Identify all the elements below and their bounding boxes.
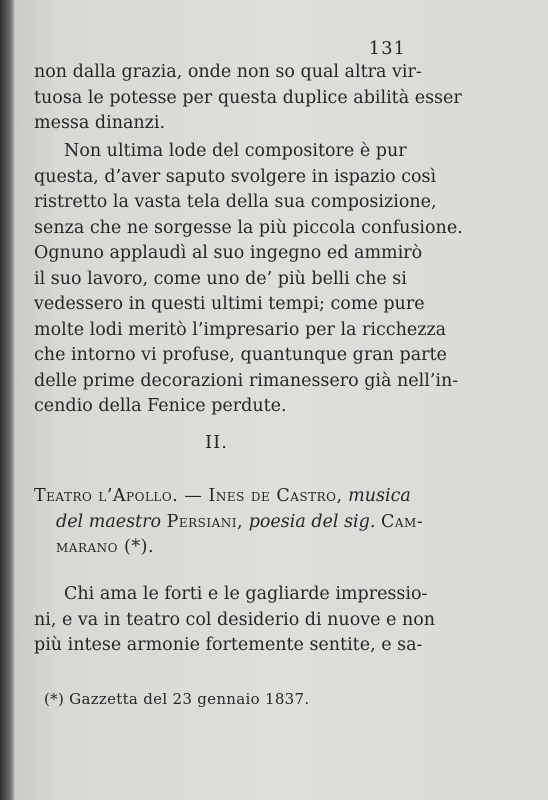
text-line: tuosa le potesse per questa duplice abilità esser — [34, 87, 462, 108]
text-line: ni, e va in teatro col desiderio di nuove e non — [34, 609, 436, 630]
page-number: 131 — [368, 38, 406, 59]
text-line: molte lodi meritò l’impresario per la ricchezza — [34, 319, 447, 340]
title-cam: Cam- — [381, 511, 424, 532]
section-heading: II. — [205, 432, 228, 453]
text-line: Non ultima lode del compositore è pur — [64, 141, 407, 161]
text-line: Ognuno applaudì al suo ingegno ed ammirò — [34, 243, 423, 263]
text-line: non dalla grazia, onde non so qual altra vir- — [34, 62, 422, 82]
text-line: vedessero in questi ultimi tempi; come pure — [34, 294, 425, 314]
title-line-3: marano (*). — [56, 537, 155, 557]
title-line-2 — [34, 510, 424, 536]
title-poesia: poesia del sig. — [248, 511, 376, 532]
text-line: delle prime decorazioni rimanessero già nell’in- — [34, 370, 459, 391]
paragraph-chi-ama — [34, 582, 436, 659]
paragraph-compositore — [34, 139, 463, 420]
paragraph-continued — [34, 60, 462, 137]
title-persiani: Persiani, — [166, 511, 244, 532]
text-line: senza che ne sorgesse la più piccola confusione. — [34, 217, 463, 238]
title-del-maestro: del maestro — [56, 511, 162, 532]
text-line: questa, d’aver saputo svolgere in ispazio così — [34, 166, 437, 187]
footnote: (*) Gazzetta del 23 gennaio 1837. — [44, 690, 310, 708]
text-line: che intorno vi profuse, quantunque gran parte — [34, 345, 447, 365]
title-theatre-opera: Teatro l’Apollo. — Ines de Castro, — [34, 486, 343, 506]
book-spine-shadow — [0, 0, 14, 800]
text-line: il suo lavoro, come uno de’ più belli che si — [34, 268, 407, 289]
section-title-block — [34, 484, 424, 561]
text-line: messa dinanzi. — [34, 113, 166, 133]
title-musica: musica — [348, 486, 411, 506]
title-line-1 — [34, 484, 411, 510]
text-line: ristretto la vasta tela della sua composizione, — [34, 192, 437, 212]
text-line: Chi ama le forti e le gagliarde impressio- — [64, 584, 428, 604]
book-page — [14, 0, 548, 800]
text-line: più intese armonie fortemente sentite, e sa- — [34, 635, 423, 655]
text-line: cendio della Fenice perdute. — [34, 396, 287, 416]
